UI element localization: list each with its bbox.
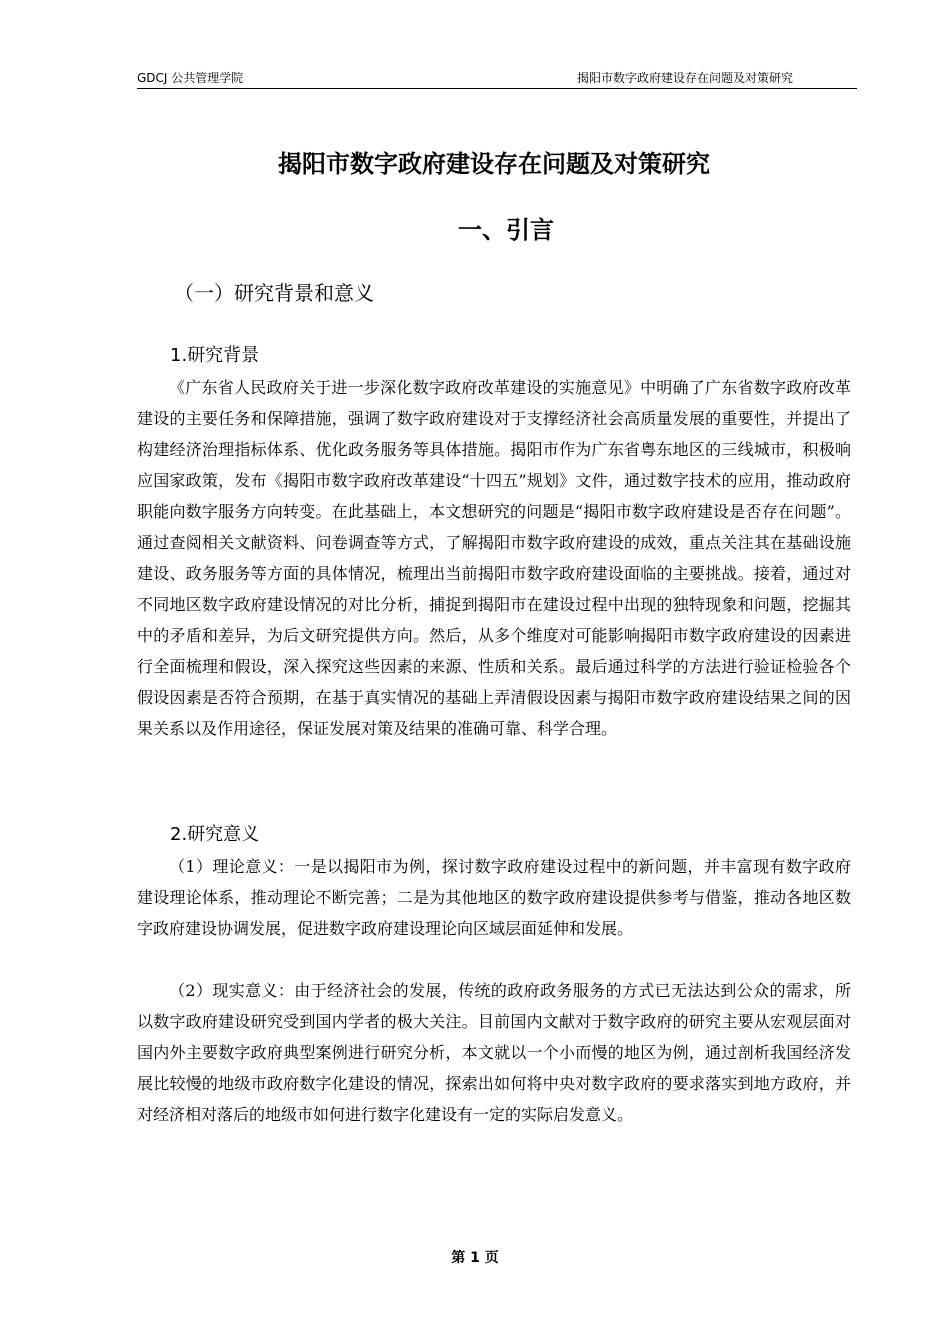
practical-significance-paragraph: （2）现实意义：由于经济社会的发展，传统的政府政务服务的方式已无法达到公众的需求，所以数字政府建设研究受到国内学者的极大关注。目前国内文献对于数字政府的研究主要从宏观层面对国内外主要数字政府典型案例进行研究分析，本文就以一个小而慢的地区为例，通过剖析我国经济发展比较慢的地级市政府数字化建设的情况，探索出如何将中央对数字政府的要求落实到地方政府，并对经济相对落后的地级市如何进行数字化建设有一定的实际启发意义。: [137, 981, 851, 1124]
header-institution: GDCJ 公共管理学院: [137, 71, 244, 85]
page-number: 第 1 页: [451, 1250, 499, 1266]
subsection-title: （一）研究背景和意义: [174, 281, 374, 305]
background-paragraph: 《广东省人民政府关于进一步深化数字政府改革建设的实施意见》中明确了广东省数字政府改革建设的主要任务和保障措施，强调了数字政府建设对于支撑经济社会高质量发展的重要性，并提出了构建经济治理指标体系、优化政务服务等具体措施。揭阳市作为广东省粤东地区的三线城市，积极响应国家政策，发布《揭阳市数字政府改革建设“十四五”规划》文件，通过数字技术的应用，推动政府职能向数字服务方向转变。在此基础上，本文想研究的问题是“揭阳市数字政府建设是否存在问题”。通过查阅相关文献资料、问卷调查等方式，了解揭阳市数字政府建设的成效，重点关注其在基础设施建设、政务服务等方面的具体情况，梳理出当前揭阳市数字政府建设面临的主要挑战。接着，通过对不同地区数字政府建设情况的对比分析，捕捉到揭阳市在建设过程中出现的独特现象和问题，挖掘其中的矛盾和差异，为后文研究提供方向。然后，从多个维度对可能影响揭阳市数字政府建设的因素进行全面梳理和假设，深入探究这些因素的来源、性质和关系。最后通过科学的方法进行验证检验各个假设因素是否符合预期，在基于真实情况的基础上弄清假设因素与揭阳市数字政府建设结果之间的因果关系以及作用途径，保证发展对策及结果的准确可靠、科学合理。: [137, 378, 851, 738]
page-header: [137, 70, 855, 87]
document-title: 揭阳市数字政府建设存在问题及对策研究: [278, 150, 710, 178]
header-divider: [137, 88, 857, 89]
significance-heading: 2.研究意义: [170, 824, 260, 845]
background-heading: 1.研究背景: [170, 345, 260, 366]
section-title: 一、引言: [458, 216, 554, 244]
theoretical-significance-paragraph: （1）理论意义：一是以揭阳市为例，探讨数字政府建设过程中的新问题，并丰富现有数字政府建设理论体系，推动理论不断完善；二是为其他地区的数字政府建设提供参考与借鉴，推动各地区数字政府建设协调发展，促进数字政府建设理论向区域层面延伸和发展。: [137, 857, 851, 938]
header-running-title: 揭阳市数字政府建设存在问题及对策研究: [576, 71, 793, 85]
